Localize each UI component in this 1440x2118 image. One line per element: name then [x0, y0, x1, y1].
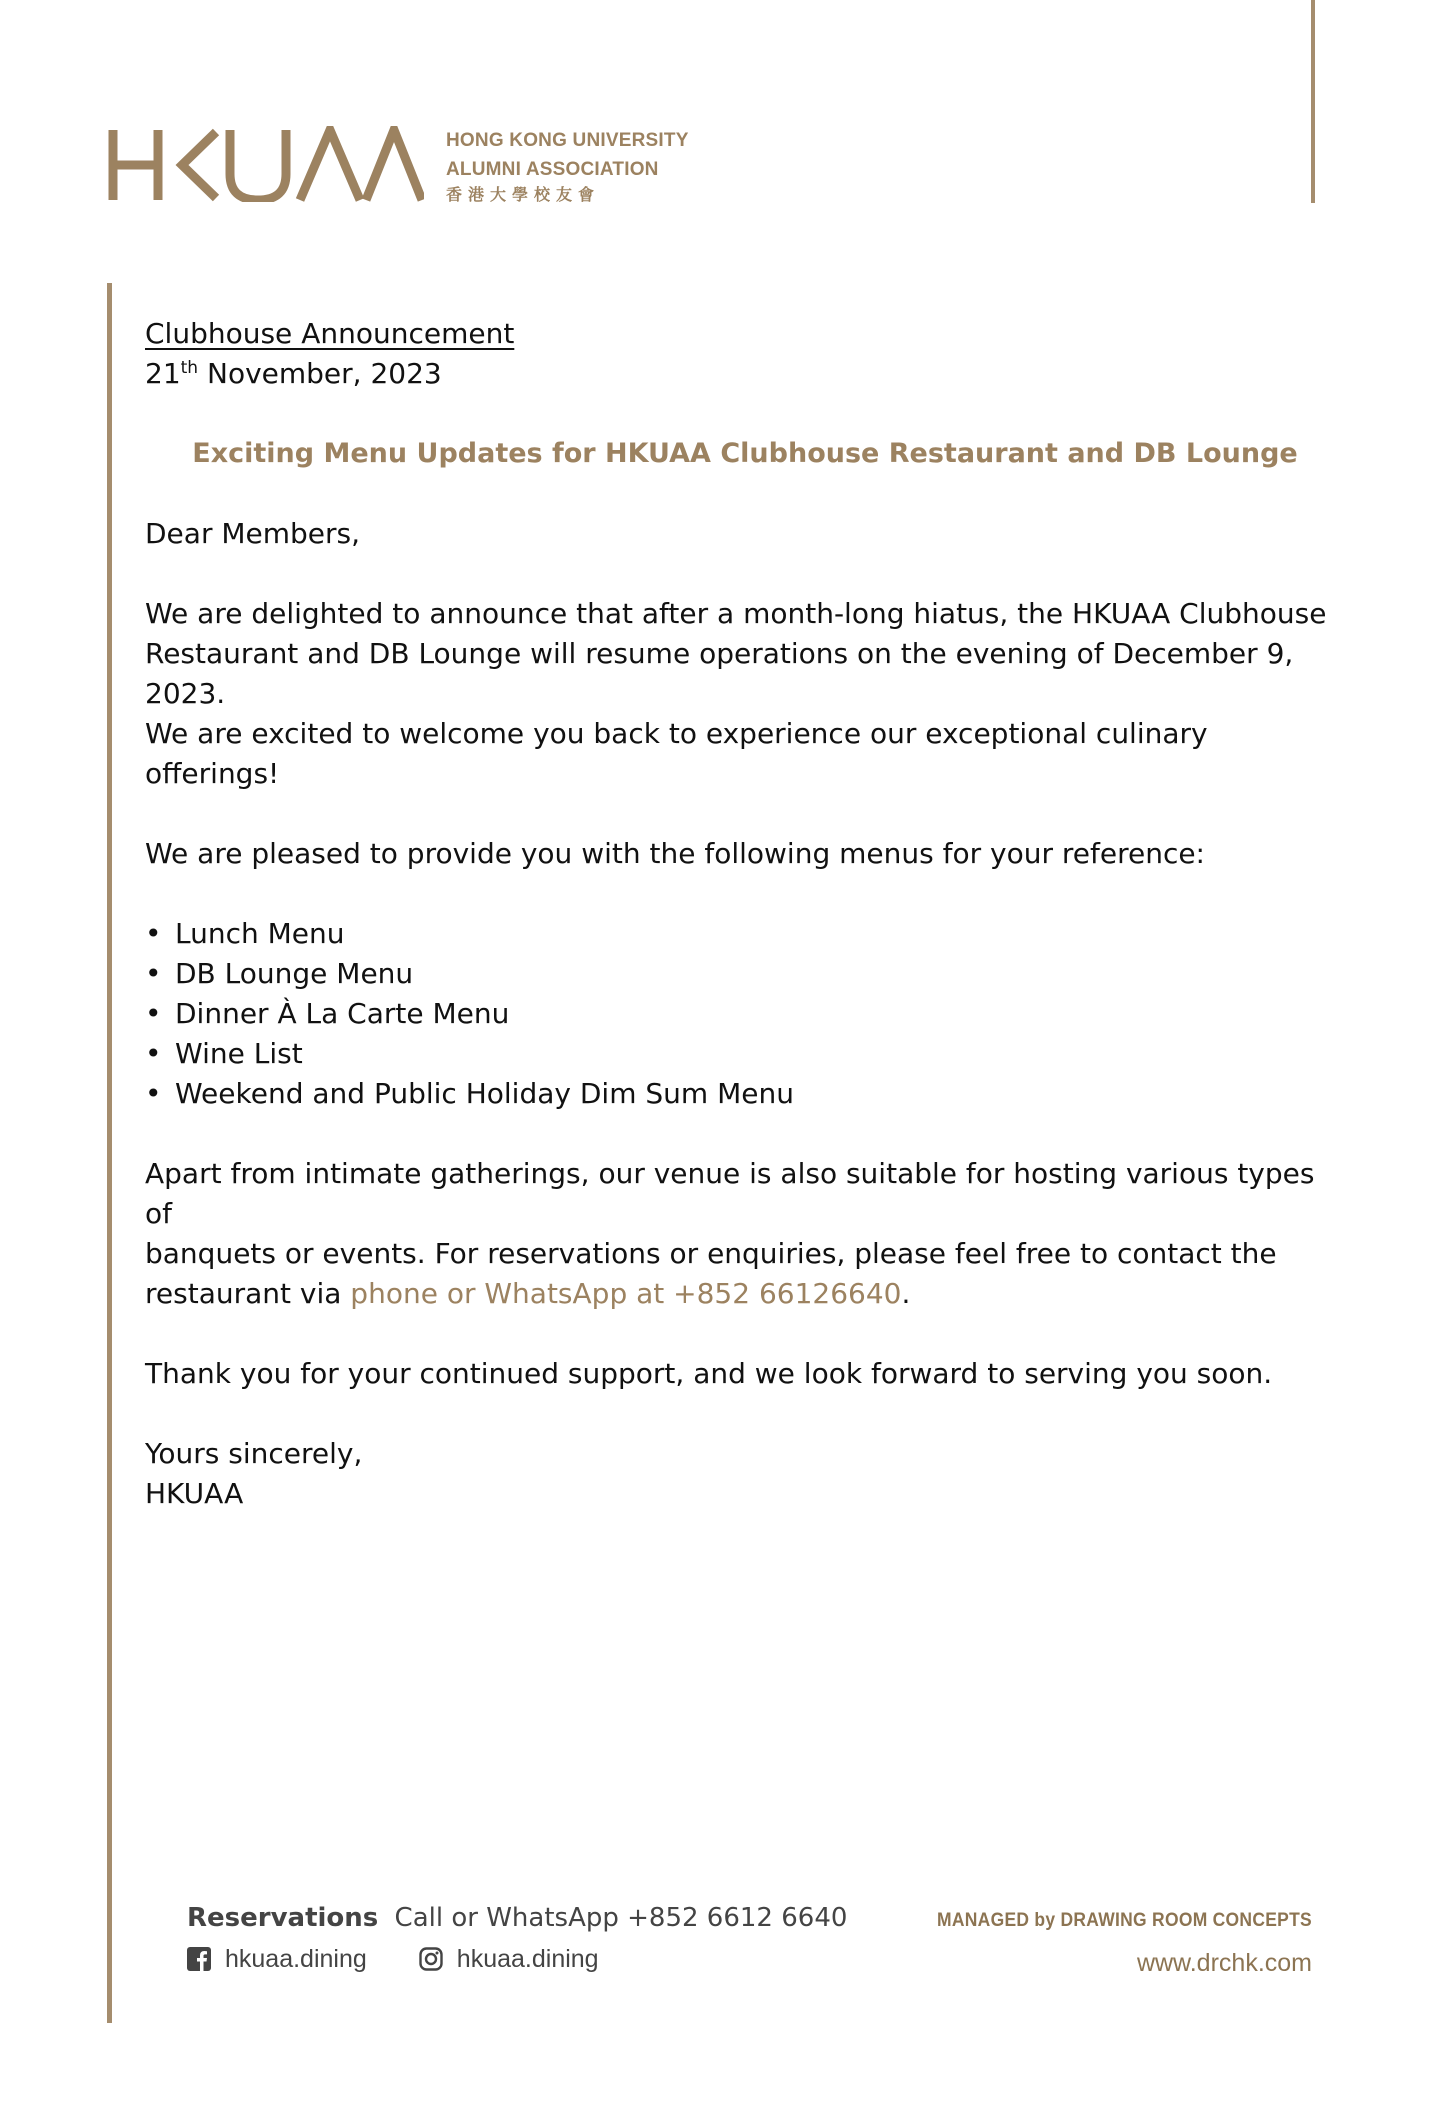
announcement-heading: Clubhouse Announcement [145, 317, 515, 350]
website-link[interactable]: www.drchk.com [1136, 1949, 1312, 1977]
list-item: • Wine List [145, 1034, 1345, 1074]
instagram-handle: hkuaa.dining [456, 1945, 599, 1973]
list-item: • Lunch Menu [145, 914, 1345, 954]
list-item: • DB Lounge Menu [145, 954, 1345, 994]
menu-list [145, 914, 1345, 1114]
paragraph-thanks: Thank you for your continued support, and we look forward to serving you soon. [145, 1357, 1273, 1390]
facebook-handle: hkuaa.dining [225, 1945, 367, 1973]
logo-line-association: ALUMNI ASSOCIATION [446, 159, 659, 180]
logo-wordmark [446, 126, 746, 208]
reservations-line [187, 1900, 887, 1936]
reservations-label: Reservations [187, 1903, 379, 1933]
closing: Yours sincerely, [145, 1437, 363, 1470]
left-margin-rule [107, 283, 112, 2023]
announcement-title: Exciting Menu Updates for HKUAA Clubhouse Restaurant and DB Lounge [192, 438, 1298, 469]
letter-body [145, 314, 1345, 1514]
facebook-icon [187, 1947, 211, 1971]
footer-management [900, 1906, 1312, 1984]
paragraph-reservations: Apart from intimate gatherings, our venue is also suitable for hosting various types of banquets or events. For reservations or enquiries, please feel free to contact the restaurant via phone or WhatsApp at +852 66126640. [145, 1157, 1315, 1310]
logo-line-university: HONG KONG UNIVERSITY [446, 130, 689, 151]
logo-line-chinese: 香港大學校友會 [446, 187, 601, 204]
managed-by-text: MANAGED by DRAWING ROOM CONCEPTS [937, 1910, 1312, 1931]
signature: HKUAA [145, 1477, 244, 1510]
facebook-link[interactable] [187, 1942, 367, 1976]
list-item: • Weekend and Public Holiday Dim Sum Menu [145, 1074, 1345, 1114]
contact-link[interactable]: phone or WhatsApp at +852 66126640 [350, 1277, 902, 1310]
social-links [187, 1942, 887, 1976]
letter-date: 21th November, 2023 [145, 357, 442, 390]
salutation: Dear Members, [145, 517, 361, 550]
instagram-icon [419, 1947, 443, 1971]
reservations-text: Call or WhatsApp +852 6612 6640 [394, 1903, 848, 1933]
footer-contact [187, 1900, 887, 1976]
top-right-rule [1311, 0, 1315, 203]
instagram-link[interactable] [419, 1942, 599, 1976]
list-item: • Dinner À La Carte Menu [145, 994, 1345, 1034]
hkuaa-logo-mark [108, 126, 424, 202]
paragraph-menus-intro: We are pleased to provide you with the following menus for your reference: [145, 837, 1205, 870]
paragraph-intro: We are delighted to announce that after a month-long hiatus, the HKUAA Clubhouse Restaurant and DB Lounge will resume operations on the evening of December 9, 2023. We are excited to welcome you back to experience our exceptional culinary offerings! [145, 597, 1327, 790]
